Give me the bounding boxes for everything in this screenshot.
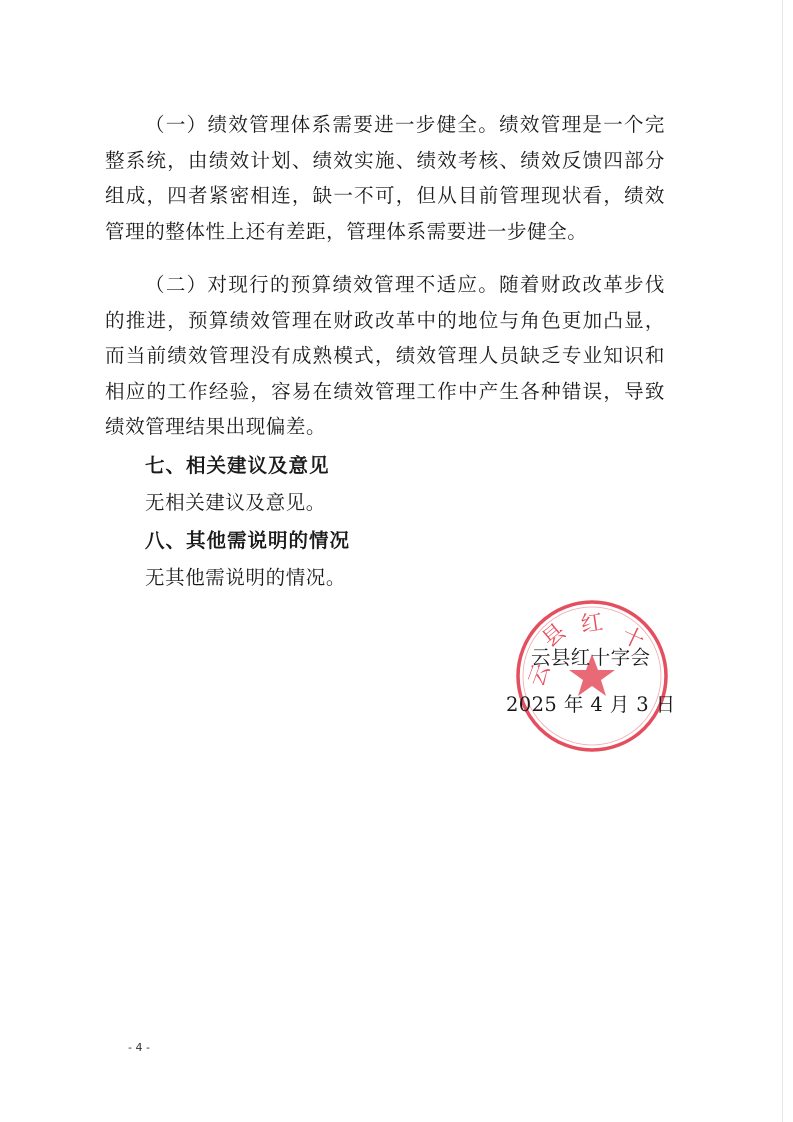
page-number: - 4 -: [128, 1041, 150, 1054]
official-seal-stamp: [512, 596, 672, 756]
section-text-suggestions: 无相关建议及意见。: [145, 491, 326, 514]
section-heading-suggestions: 七、相关建议及意见: [145, 454, 330, 477]
section-text-other-notes: 无其他需说明的情况。: [145, 566, 347, 589]
seal-char-1: 云: [524, 660, 556, 691]
seal-char-4: 十: [617, 622, 648, 655]
page-edge-line: [782, 0, 783, 1122]
seal-char-3: 红: [579, 610, 605, 638]
section-heading-other-notes: 八、其他需说明的情况: [145, 529, 351, 552]
paragraph-performance-system: （一）绩效管理体系需要进一步健全。绩效管理是一个完整系统，由绩效计划、绩效实施、绩效考核、绩效反馈四部分组成，四者紧密相连，缺一不可，但从目前管理现状看，绩效管理的整体性上还有差距，管理体系需要进一步健全。: [105, 113, 665, 243]
signature-date: 2025 年 4 月 3 日: [506, 693, 676, 716]
signature-organization: 云县红十字会: [531, 646, 651, 669]
seal-char-2: 县: [537, 619, 571, 653]
paragraph-budget-performance: （二）对现行的预算绩效管理不适应。随着财政改革步伐的推进，预算绩效管理在财政改革中的地位与角色更加凸显，而当前绩效管理没有成熟模式，绩效管理人员缺乏专业知识和相应的工作经验，容易在绩效管理工作中产生各种错误，导致绩效管理结果出现偏差。: [105, 273, 665, 438]
